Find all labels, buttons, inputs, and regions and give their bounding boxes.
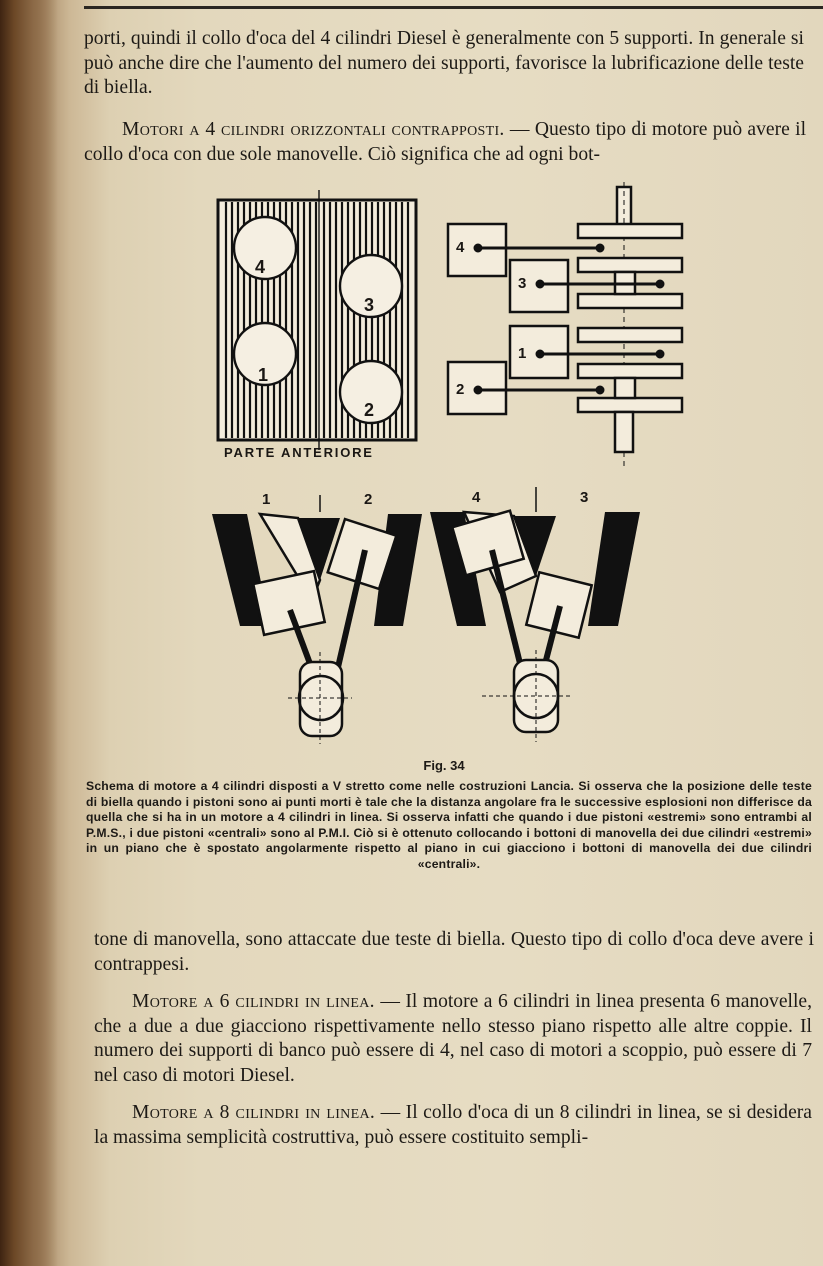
text-flat4: Questo tipo di motore può avere il collo d'oca con due sole manovelle. Ciò significa che ad ogni bot-: [84, 119, 807, 165]
v-block-left: [212, 491, 422, 744]
v-right-label-4: 4: [472, 489, 481, 506]
figure-34-diagram: [200, 182, 720, 752]
crank-label-1: 1: [518, 345, 527, 362]
cyl-label-4: 4: [255, 257, 266, 277]
crank-label-3: 3: [518, 275, 527, 292]
top-rule: [84, 6, 823, 9]
v-right-label-3: 3: [580, 489, 589, 506]
dash: —: [504, 119, 535, 140]
book-spine-shadow: [0, 0, 58, 1266]
crankshaft-side-view: [448, 182, 682, 467]
cyl-label-2: 2: [364, 400, 375, 420]
dash: —: [375, 1102, 406, 1123]
engine-block-top-view: [218, 190, 416, 460]
text-8-cylinders: Il collo d'oca di un 8 cilindri in linea, se si desidera la massima semplicità costruttiva, può essere costituito sempli-: [94, 1102, 812, 1148]
v-left-label-2: 2: [364, 491, 373, 508]
figure-caption: Schema di motore a 4 cilindri disposti a V stretto come nelle costruzioni Lancia. Si osserva che la posizione delle teste di biella quando i pistoni sono ai punti morti è tale che la distanza angolare fra le successive esplosioni non differisce da quella che si ha in un motore a 4 cilindri in linea. Si osserva infatti che quando i due pistoni «estremi» sono entrambi al P.M.S., i due pistoni «centrali» sono al P.M.I. Ciò si è ottenuto collocando i bottoni di manovella dei due cilindri «estremi» in un piano che è spostato angolarmente rispetto al piano in cui giacciono i bottoni di manovella dei due cilindri «centrali».: [86, 779, 812, 871]
paragraph-8-cylinders: [94, 1101, 812, 1150]
v-block-right: [430, 487, 640, 742]
cyl-label-3: 3: [364, 295, 375, 315]
dash: —: [374, 991, 406, 1012]
crank-label-4: 4: [456, 239, 465, 256]
heading-6-cylinders: Motore a 6 cilindri in linea.: [132, 991, 375, 1012]
paragraph-flat4: [84, 118, 806, 167]
v-left-label-1: 1: [262, 491, 271, 508]
paragraph-continuation: tone di manovella, sono attaccate due teste di biella. Questo tipo di collo d'oca deve avere i contrappesi.: [94, 929, 814, 975]
heading-flat4: Motori a 4 cilindri orizzontali contrapposti.: [122, 119, 505, 140]
heading-8-cylinders: Motore a 8 cilindri in linea.: [132, 1102, 376, 1123]
block-caption: PARTE ANTERIORE: [224, 445, 374, 460]
figure-number: Fig. 34: [423, 758, 465, 773]
paragraph-supporti: porti, quindi il collo d'oca del 4 cilindri Diesel è generalmente con 5 supporti. In generale si può anche dire che l'aumento del numero dei supporti, favorisce la lubrificazione delle teste di biella.: [84, 28, 804, 98]
text-6-cylinders: Il motore a 6 cilindri in linea presenta 6 manovelle, che a due a due giacciono rispettivamente nello stesso piano rispetto alle altre coppie. Il numero dei supporti di banco può essere di 4, nel caso di motori a scoppio, può essere di 7 nel caso di motori Diesel.: [94, 991, 813, 1086]
cyl-label-1: 1: [258, 365, 269, 385]
crank-label-2: 2: [456, 381, 465, 398]
paragraph-6-cylinders: [94, 990, 812, 1088]
